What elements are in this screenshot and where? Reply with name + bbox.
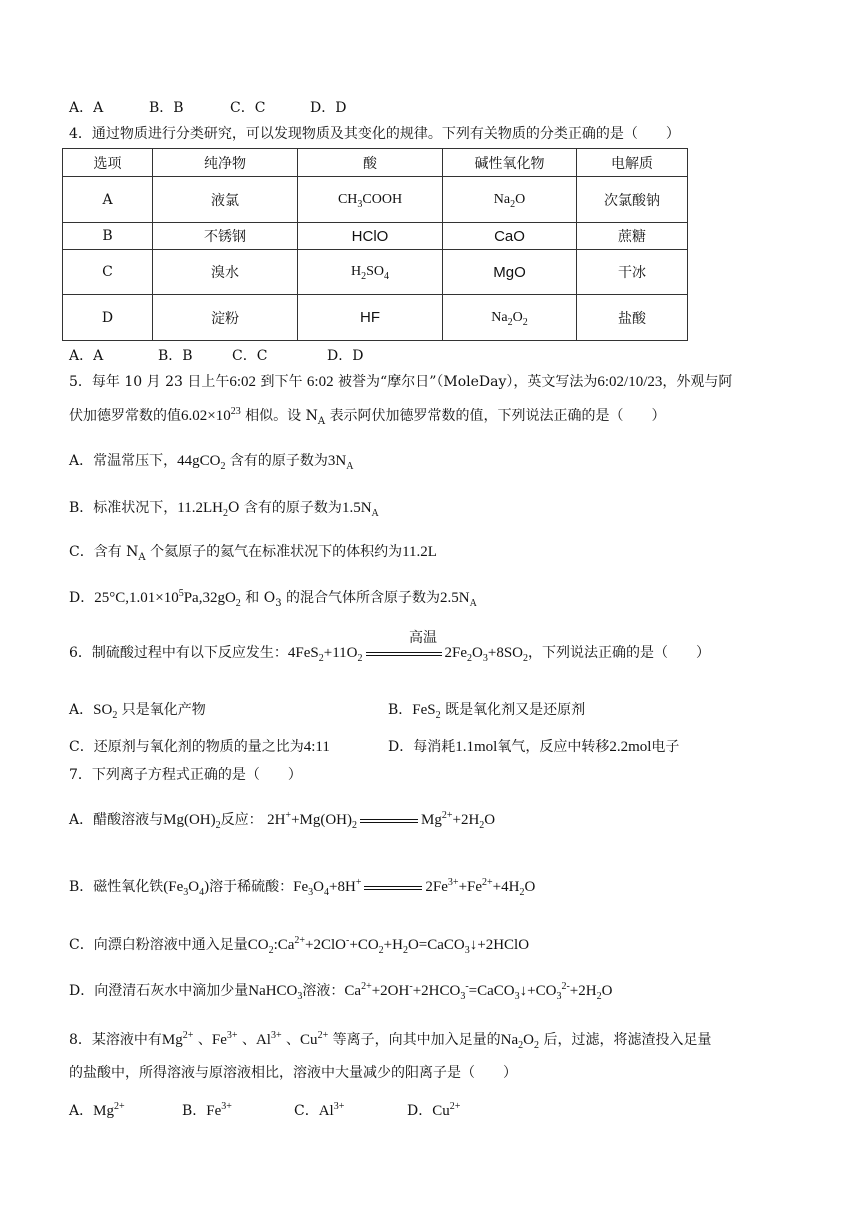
q7-option-a[interactable]: A．醋酸溶液与$Mg(OH)_2$反应： $2H^++Mg(OH)_2$ $Mg^{2+}+2H_2O$ (69, 810, 496, 831)
table-cell: 不锈钢 (153, 223, 298, 250)
q3-options (69, 99, 346, 117)
text: 表示阿伏加德罗常数的值，下列说法正确的是（ ） (329, 408, 666, 424)
q4-option-b[interactable]: B．B (158, 348, 193, 364)
q7-option-d[interactable]: D．向澄清石灰水中滴加少量NaHCO$_3$溶液：$Ca^{2+}+2OH^-+2HCO_3^-=CaCO_3↓+CO_3^{2-}+2H_2O$ (69, 981, 613, 1002)
table-row (63, 250, 688, 295)
q5-stem-line1 (69, 373, 732, 391)
table-row (63, 295, 688, 341)
table-cell: 液氯 (153, 177, 298, 223)
subscript: A (317, 416, 326, 427)
q5-option-a[interactable]: A．常温常压下，44gCO$_2$ 含有的原子数为$3N_A$ (69, 453, 354, 472)
reaction-equation: $4FeS_2+11O_2$ $2Fe_2O_3+8SO_2$ (287, 645, 528, 664)
q5-option-b[interactable]: B．标准状况下，$11.2LH_2O$ 含有的原子数为$1.5N_A$ (69, 500, 379, 519)
table-header: 碱性氧化物 (443, 149, 577, 177)
q4-stem: 4．通过物质进行分类研究，可以发现物质及其变化的规律。下列有关物质的分类正确的是（ ） (69, 126, 680, 142)
table-cell: HClO (298, 223, 443, 250)
q3-option-b[interactable]: B．B (149, 100, 184, 116)
q6-option-a[interactable]: A．$SO_2$ 只是氧化产物 (69, 702, 206, 721)
table-cell: 次氯酸钠 (577, 177, 688, 223)
avogadro-value: $6.02\times 10^{23}$ (181, 406, 241, 424)
table-cell: 蔗糖 (577, 223, 688, 250)
q8-option-a[interactable]: A．$Mg^{2+}$ (69, 1101, 125, 1119)
q7-option-c[interactable]: C．向漂白粉溶液中通入足量$CO_2:Ca^{2+}+2ClO^-+CO_2+H_2O=CaCO_3↓+2HClO$ (69, 935, 530, 956)
time: 6:02 (306, 374, 334, 390)
q8-stem-line2: 的盐酸中，所得溶液与原溶液相比，溶液中大量减少的阳离子是（ ） (69, 1065, 517, 1081)
reaction-condition: 高温 (409, 630, 437, 646)
table-cell-formula: $Na_2O_2$ (443, 295, 577, 341)
table-cell-formula: $CH_3COOH$ (298, 177, 443, 223)
table-cell: HF (298, 295, 443, 341)
text: 相似。设 N (245, 408, 318, 424)
table-header: 纯净物 (153, 149, 298, 177)
q6-option-c[interactable]: C．还原剂与氧化剂的物质的量之比为4:11 (69, 739, 330, 755)
time: 6:02 (229, 374, 257, 390)
q5-option-d[interactable]: D．$25^\circ C,1.01\times 10^5Pa,32gO_2$ 和 $O_3$ 的混合气体所含原子数为$2.5N_A$ (69, 588, 477, 609)
text: 被誉为“摩尔日”（MoleDay），英文写法为 (338, 374, 598, 390)
table-cell-formula: $H_2SO_4$ (298, 250, 443, 295)
table-cell: 盐酸 (577, 295, 688, 341)
table-header-row (63, 149, 688, 177)
equals-arrow (366, 647, 442, 661)
q6-option-d[interactable]: D．每消耗1.1mol氧气，反应中转移2.2mol电子 (388, 739, 680, 755)
table-header: 选项 (63, 149, 153, 177)
q4-option-a[interactable]: A．A (69, 348, 104, 364)
table-cell: D (63, 295, 153, 341)
table-cell-formula: $Na_2O$ (443, 177, 577, 223)
q3-option-a[interactable]: A．A (69, 100, 104, 116)
table-cell: CaO (443, 223, 577, 250)
equals-arrow (364, 881, 422, 895)
table-cell: MgO (443, 250, 577, 295)
table-cell: C (63, 250, 153, 295)
table-header: 电解质 (577, 149, 688, 177)
table-cell: 淀粉 (153, 295, 298, 341)
q6-stem: 6．制硫酸过程中有以下反应发生：$4FeS_2+11O_2$ $2Fe_2O_3+8SO_2$，下列说法正确的是（ ） (69, 645, 710, 664)
q7-option-b[interactable]: B．磁性氧化铁$(Fe_3O_4)$溶于稀硫酸：$Fe_3O_4+8H^+$ $2Fe^{3+}+Fe^{2+}+4H_2O$ (69, 877, 536, 898)
q4-option-d[interactable]: D．D (327, 348, 364, 364)
q5-stem-line2 (69, 407, 666, 425)
q4-options (69, 347, 363, 365)
text: 5．每年 10 月 23 日上午 (69, 374, 230, 390)
equals-arrow (360, 814, 418, 828)
table-cell: A (63, 177, 153, 223)
table-cell: 干冰 (577, 250, 688, 295)
table-row (63, 177, 688, 223)
q8-stem-line1: 8．某溶液中有$Mg^{2+}$ 、$Fe^{3+}$ 、$Al^{3+}$ 、$Cu^{2+}$ 等离子，向其中加入足量的$Na_2O_2$ 后，过滤，将滤渣投入足量 (69, 1030, 712, 1051)
table-cell: B (63, 223, 153, 250)
table-header: 酸 (298, 149, 443, 177)
q4-option-c[interactable]: C．C (232, 348, 268, 364)
q3-option-c[interactable]: C．C (230, 100, 266, 116)
q8-option-b[interactable]: B．$Fe^{3+}$ (182, 1101, 232, 1119)
q8-option-d[interactable]: D．$Cu^{2+}$ (407, 1101, 461, 1119)
q8-options (69, 1102, 460, 1120)
text: 到下午 (260, 374, 303, 390)
text: ，外观与阿 (662, 374, 733, 390)
q8-option-c[interactable]: C．$Al^{3+}$ (294, 1101, 345, 1119)
date: 6:02/10/23 (597, 374, 663, 390)
q5-option-c[interactable]: C．含有 $N_A$ 个氦原子的氦气在标准状况下的体积约为11.2L (69, 544, 437, 563)
q6-option-b[interactable]: B．FeS$_2$ 既是氧化剂又是还原剂 (388, 702, 586, 721)
table-row (63, 223, 688, 250)
classification-table (62, 148, 688, 341)
text: 伏加德罗常数的值 (69, 408, 181, 424)
q3-option-d[interactable]: D．D (310, 100, 347, 116)
q7-stem: 7．下列离子方程式正确的是（ ） (69, 767, 302, 783)
table-cell: 溴水 (153, 250, 298, 295)
